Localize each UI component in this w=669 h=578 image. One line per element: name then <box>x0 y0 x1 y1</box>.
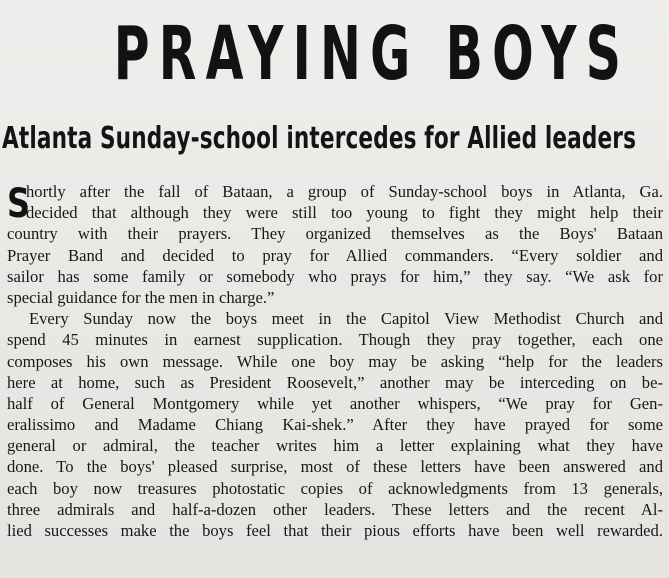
text-line: Prayer Band and decided to pray for Allied commanders. “Every soldier and <box>7 245 663 265</box>
text-line: spend 45 minutes in earnest supplication. Though they pray together, each one <box>7 330 663 350</box>
text-line: general or admiral, the teacher writes him a letter explaining what they have <box>7 436 663 456</box>
paragraph-2 <box>7 308 663 541</box>
text-line: special guidance for the men in charge.” <box>7 287 275 307</box>
paragraph-1 <box>7 181 663 308</box>
drop-cap: S <box>7 181 31 227</box>
text-line: half of General Montgomery while yet another whispers, “We pray for Gen- <box>7 393 663 413</box>
text-line: country with their prayers. They organized themselves as the Boys' Bataan <box>7 224 663 244</box>
subheadline: Atlanta Sunday-school intercedes for Allied leaders <box>2 121 637 156</box>
text-line: three admirals and half-a-dozen other leaders. These letters and the recent Al- <box>7 499 663 519</box>
text-line: lied successes make the boys feel that their pious efforts have been well rewarded. <box>7 521 663 540</box>
text-line: here at home, such as President Roosevelt,” another may be interceding on be- <box>7 372 663 392</box>
text-line: each boy now treasures photostatic copies of acknowledgments from 13 generals, <box>7 478 663 498</box>
text-line: hortly after the fall of Bataan, a group of Sunday-school boys in Atlanta, Ga. <box>26 182 663 201</box>
text-line: done. To the boys' pleased surprise, most of these letters have been answered and <box>7 457 663 477</box>
text-line: Every Sunday now the boys meet in the Capitol View Methodist Church and <box>29 309 663 329</box>
article-body <box>7 181 663 541</box>
headline: PRAYING BOYS <box>113 11 631 97</box>
text-line: composes his own message. While one boy may be asking “help for the leaders <box>7 351 663 371</box>
text-line: eralissimo and Madame Chiang Kai-shek.” After they have prayed for some <box>7 415 663 435</box>
text-line: sailor has some family or somebody who prays for him,” they say. “We ask for <box>7 266 663 286</box>
text-line: decided that although they were still too young to fight they might help their <box>26 203 663 223</box>
